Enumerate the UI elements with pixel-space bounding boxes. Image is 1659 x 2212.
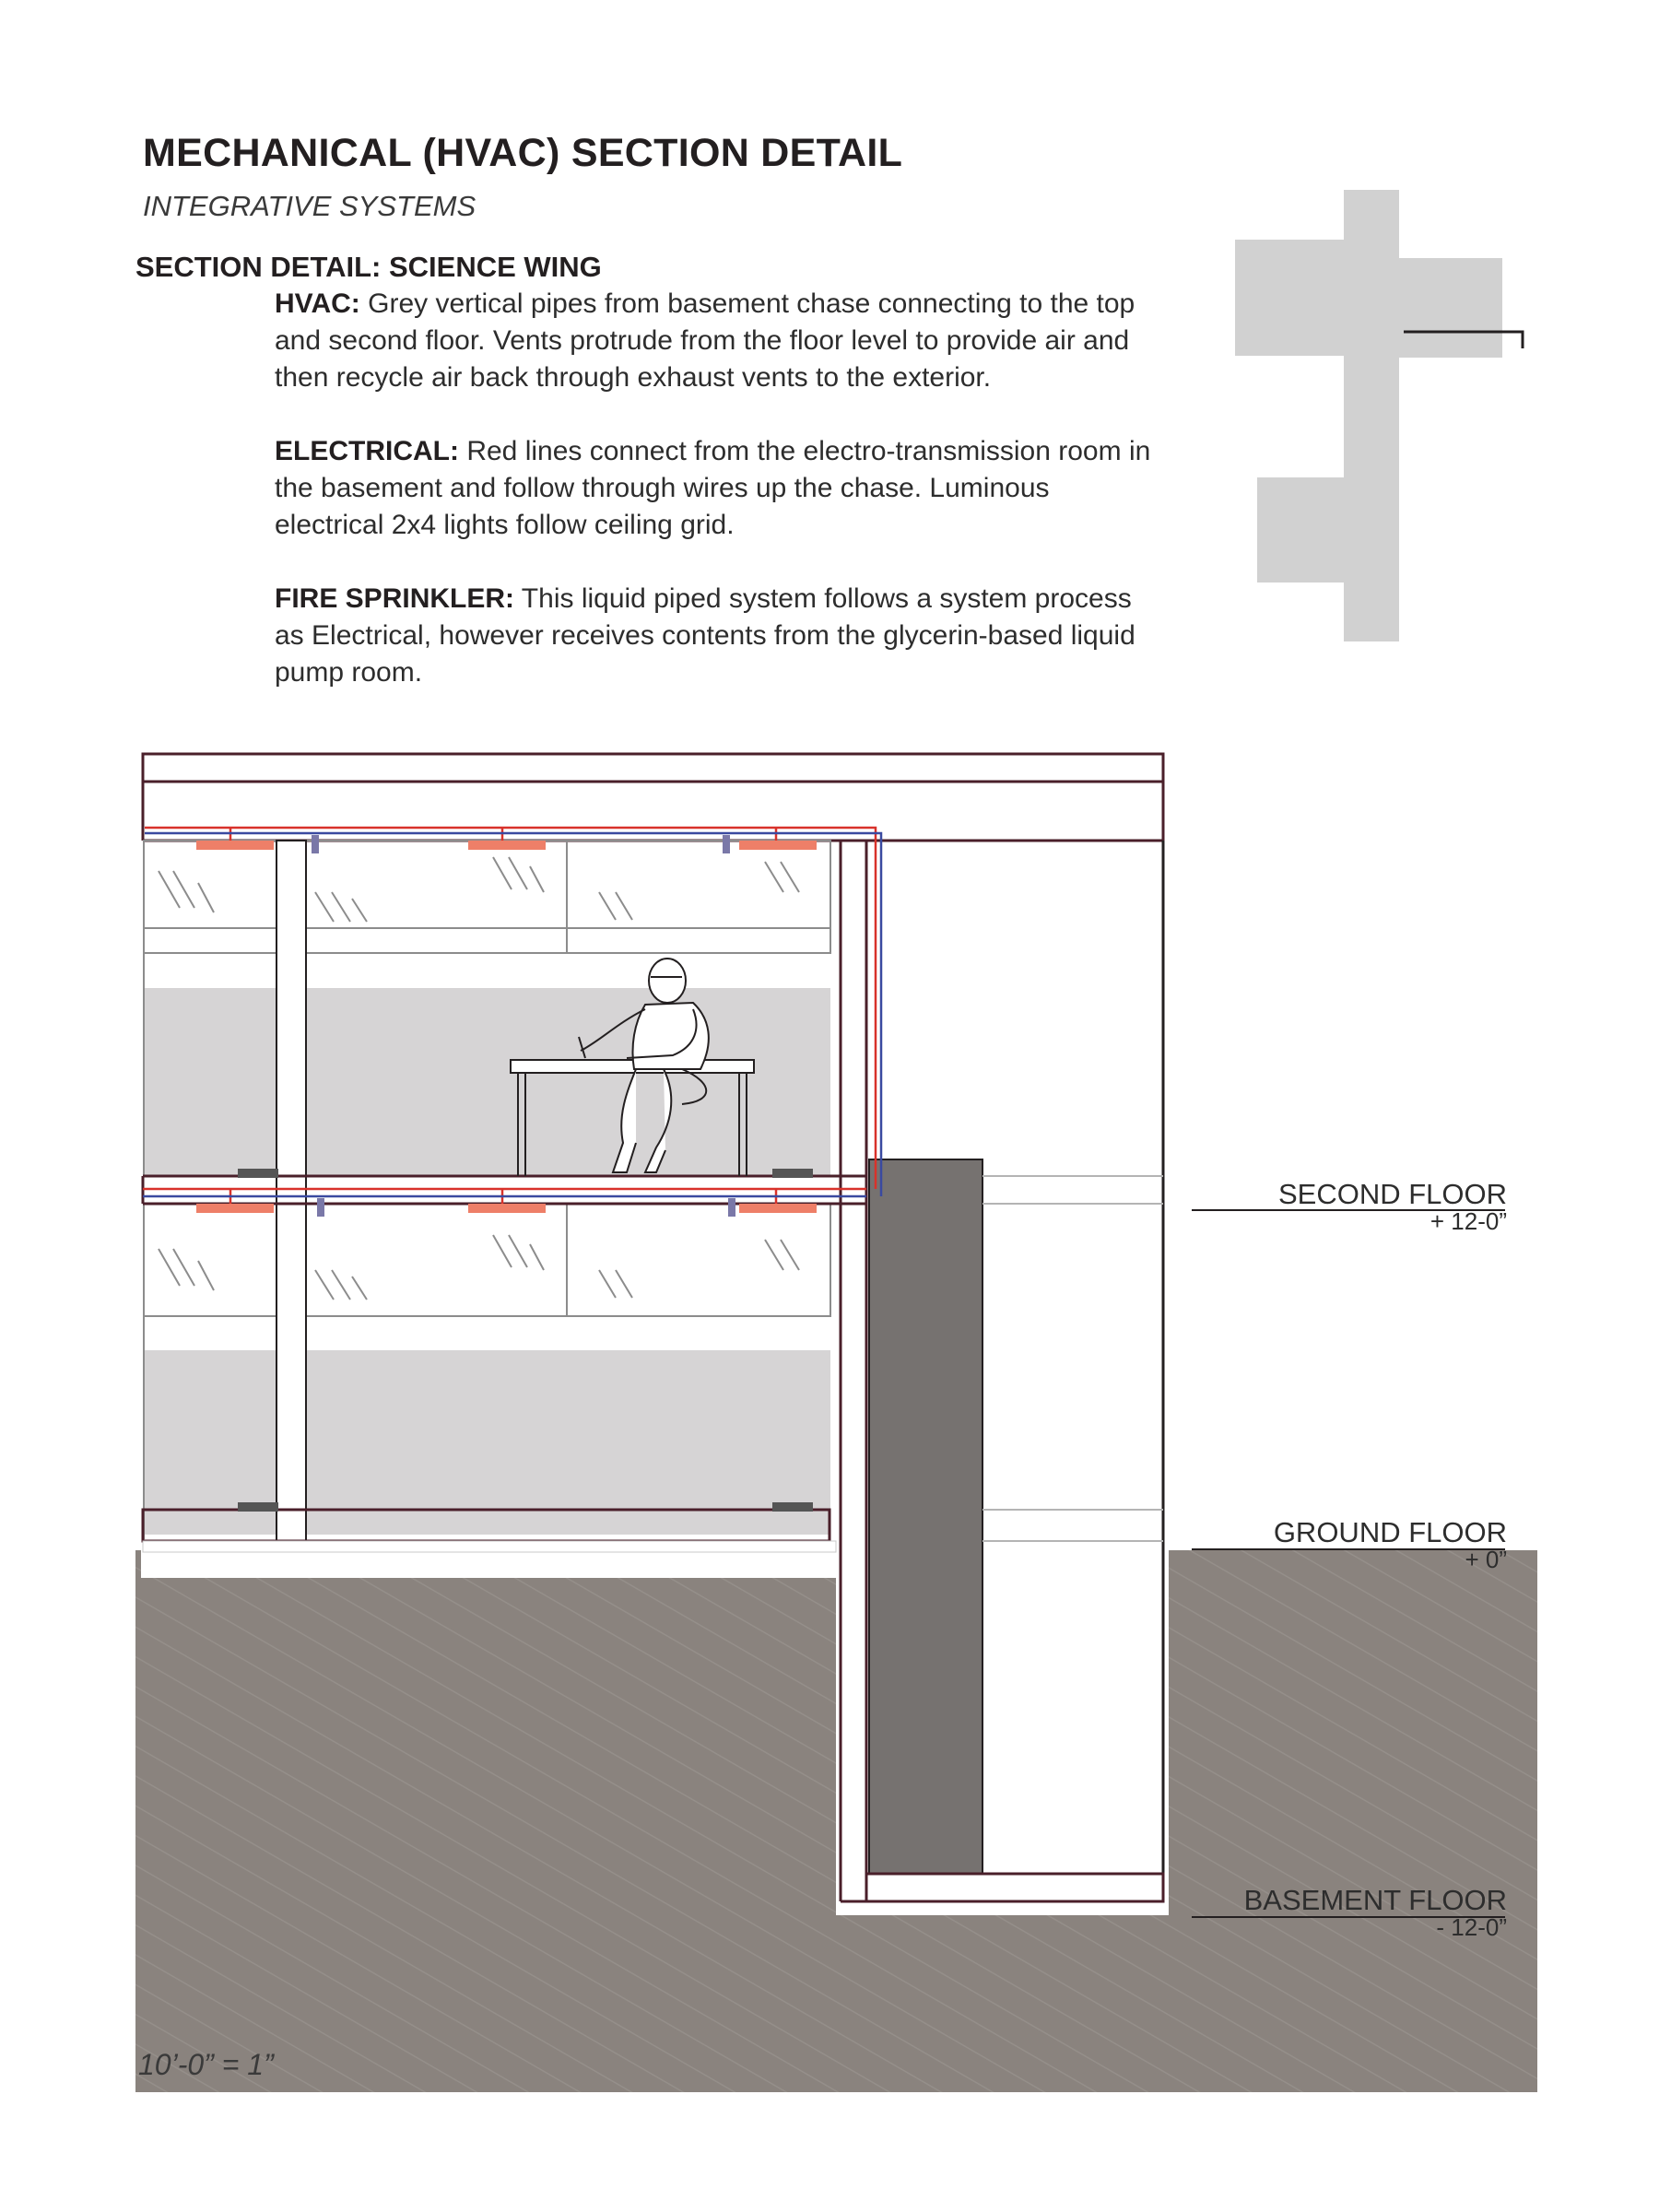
- chase-wall: [841, 841, 866, 1901]
- note-hvac-label: HVAC:: [275, 288, 360, 319]
- mechanical-chase: [869, 1159, 982, 1874]
- ground-floor-elevation: + 0”: [1465, 1546, 1507, 1573]
- ground-floor-glass-marks: [159, 1235, 799, 1300]
- section-heading: SECTION DETAIL: SCIENCE WING: [135, 251, 602, 283]
- second-floor-beam-right: [772, 1169, 813, 1178]
- second-floor-interior: [144, 988, 830, 1176]
- second-floor-name: SECOND FLOOR: [1277, 1178, 1507, 1210]
- tower-floor-lines: [982, 1176, 1163, 1541]
- ground-floor-label: [1274, 1516, 1507, 1574]
- ground-floor-name: GROUND FLOOR: [1273, 1516, 1507, 1548]
- note-fire-sprinkler-text: This liquid piped system follows a system process as Electrical, however receives contents from the glycerin-based liquid pump room.: [275, 583, 1135, 688]
- basement-slab: [866, 1874, 1163, 1901]
- second-floor-label: [1278, 1178, 1507, 1236]
- key-plan: [1235, 190, 1502, 641]
- note-hvac-text: Grey vertical pipes from basement chase connecting to the top and second floor. Vents protrude from the floor level to provide air and then recycle air back through exhaust vents to the exterior.: [275, 288, 1135, 393]
- structural-column: [276, 841, 306, 1541]
- ground-hatch: [135, 1550, 1537, 2092]
- second-floor-elevation: + 12-0”: [1430, 1207, 1507, 1235]
- second-floor-beam-left: [238, 1169, 278, 1178]
- ground-floor-beam-left: [238, 1502, 278, 1512]
- page-title: MECHANICAL (HVAC) SECTION DETAIL: [143, 131, 903, 175]
- note-electrical-text: Red lines connect from the electro-transmission room in the basement and follow through wires up the chase. Luminous electrical 2x4 lights follow ceiling grid.: [275, 436, 1151, 540]
- page-subtitle: INTEGRATIVE SYSTEMS: [143, 190, 477, 222]
- basement-floor-elevation: - 12-0”: [1436, 1913, 1507, 1941]
- basement-floor-label: [1244, 1884, 1507, 1942]
- note-fire-sprinkler-label: FIRE SPRINKLER:: [275, 583, 515, 614]
- basement-floor-name: BASEMENT FLOOR: [1243, 1884, 1507, 1916]
- second-floor-glass-marks: [159, 857, 799, 922]
- note-electrical-label: ELECTRICAL:: [275, 436, 459, 466]
- drawing-scale: 10’-0” = 1”: [138, 2048, 274, 2081]
- ground-floor-beam-right: [772, 1502, 813, 1512]
- ground-floor-edge: [143, 1541, 836, 1552]
